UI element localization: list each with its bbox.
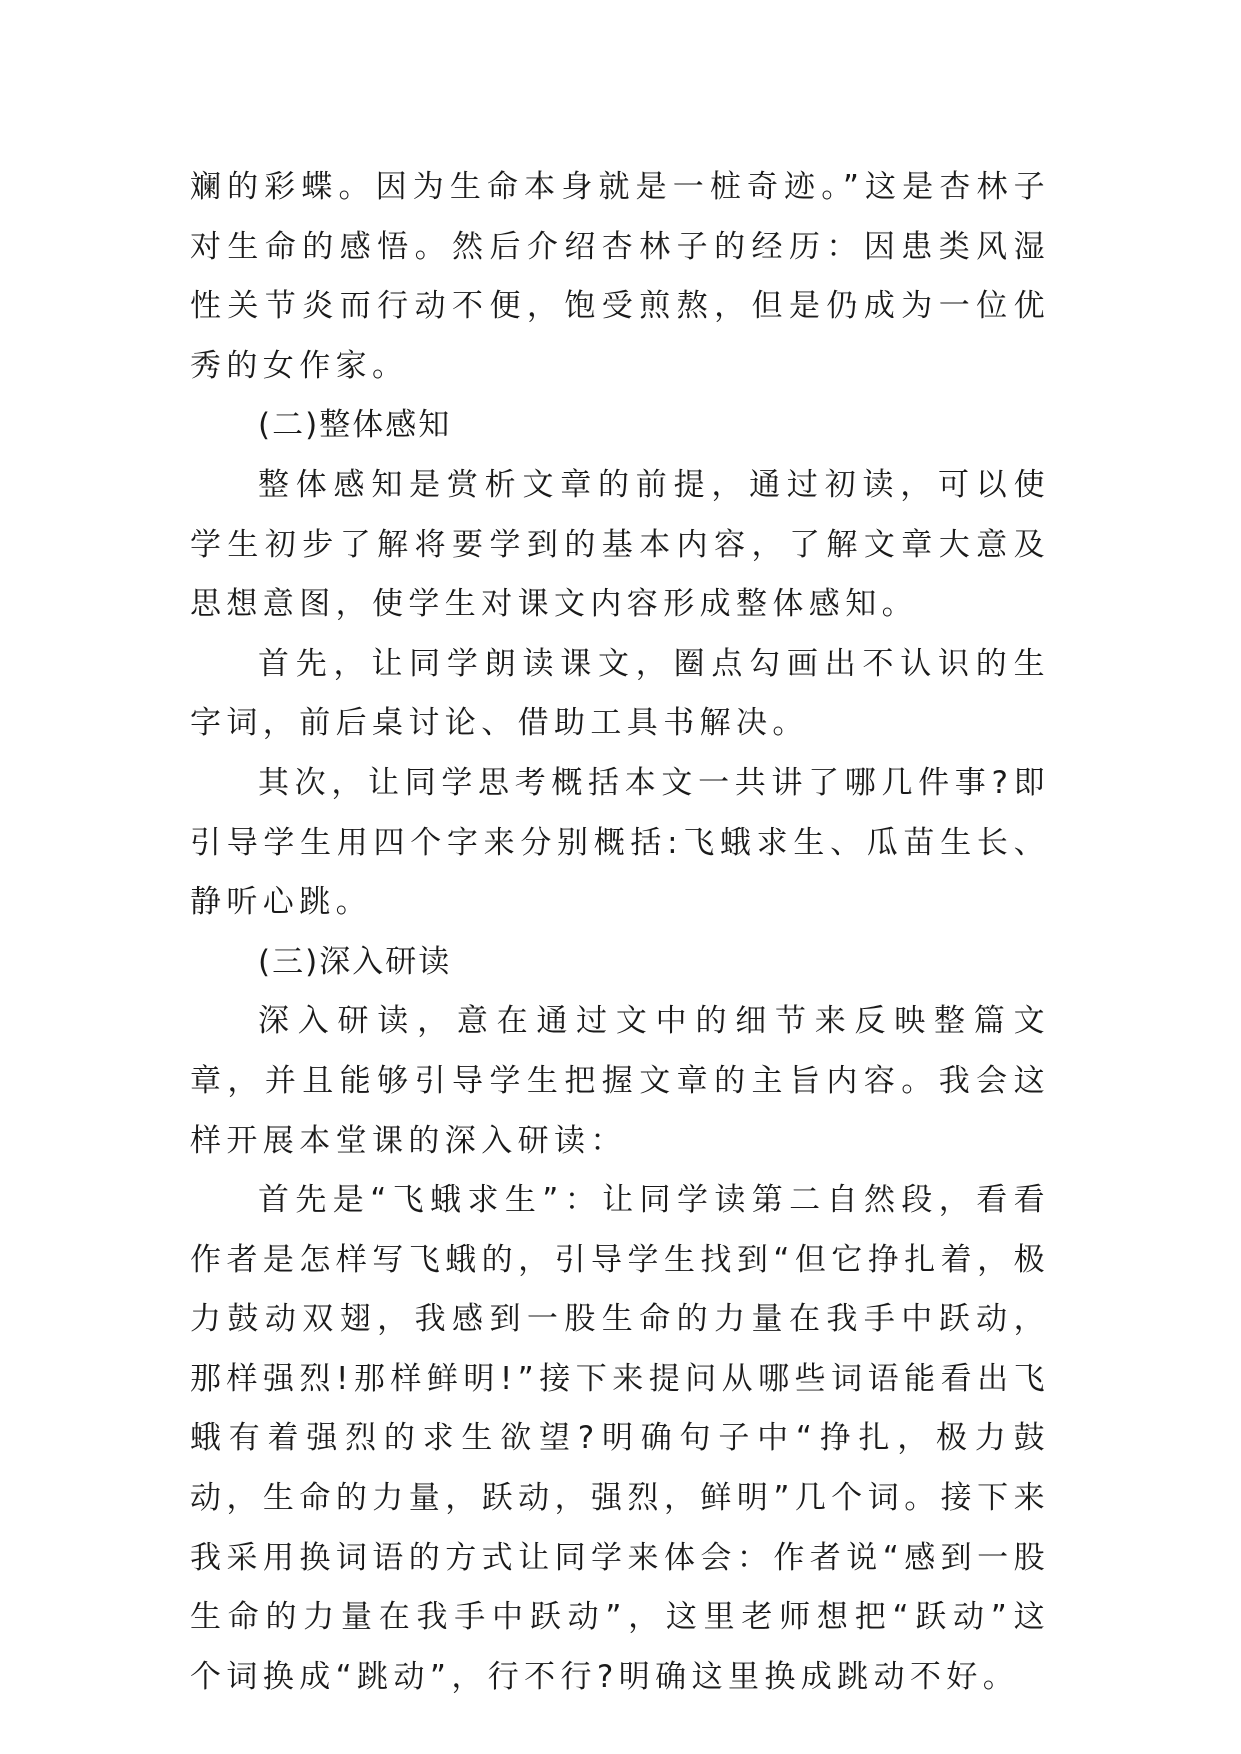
paragraph-first-step: 首先，让同学朗读课文，圈点勾画出不认识的生字词，前后桌讨论、借助工具书解决。 — [190, 645, 1050, 742]
document-body — [190, 158, 1050, 1707]
paragraph-moth-analysis: 首先是“飞蛾求生”：让同学读第二自然段，看看作者是怎样写飞蛾的，引导学生找到“但它挣扎着，极力鼓动双翅，我感到一股生命的力量在我手中跃动，那样强烈!那样鲜明!”接下来提问从哪些词语能看出飞蛾有着强烈的求生欲望?明确句子中“挣扎，极力鼓动，生命的力量，跃动，强烈，鲜明”几个词。接下来我采用换词语的方式让同学来体会：作者说“感到一股生命的力量在我手中跃动”，这里老师想把“跃动”这个词换成“跳动”，行不行?明确这里换成跳动不好。 — [190, 1182, 1050, 1695]
paragraph-overall-perception: 整体感知是赏析文章的前提，通过初读，可以使学生初步了解将要学到的基本内容，了解文章大意及思想意图，使学生对课文内容形成整体感知。 — [190, 466, 1050, 623]
paragraph-deep-reading-intro: 深入研读，意在通过文中的细节来反映整篇文章，并且能够引导学生把握文章的主旨内容。我会这样开展本堂课的深入研读： — [190, 1003, 1050, 1159]
section-heading-overall-perception: (二)整体感知 — [258, 407, 452, 444]
paragraph-continuation: 斓的彩蝶。因为生命本身就是一桩奇迹。”这是杏林子对生命的感悟。然后介绍杏林子的经历：因患类风湿性关节炎而行动不便，饱受煎熬，但是仍成为一位优秀的女作家。 — [190, 169, 1050, 384]
paragraph-second-step: 其次，让同学思考概括本文一共讲了哪几件事?即引导学生用四个字来分别概括:飞蛾求生、瓜苗生长、静听心跳。 — [190, 764, 1050, 921]
section-heading-deep-reading: (三)深入研读 — [258, 943, 452, 980]
